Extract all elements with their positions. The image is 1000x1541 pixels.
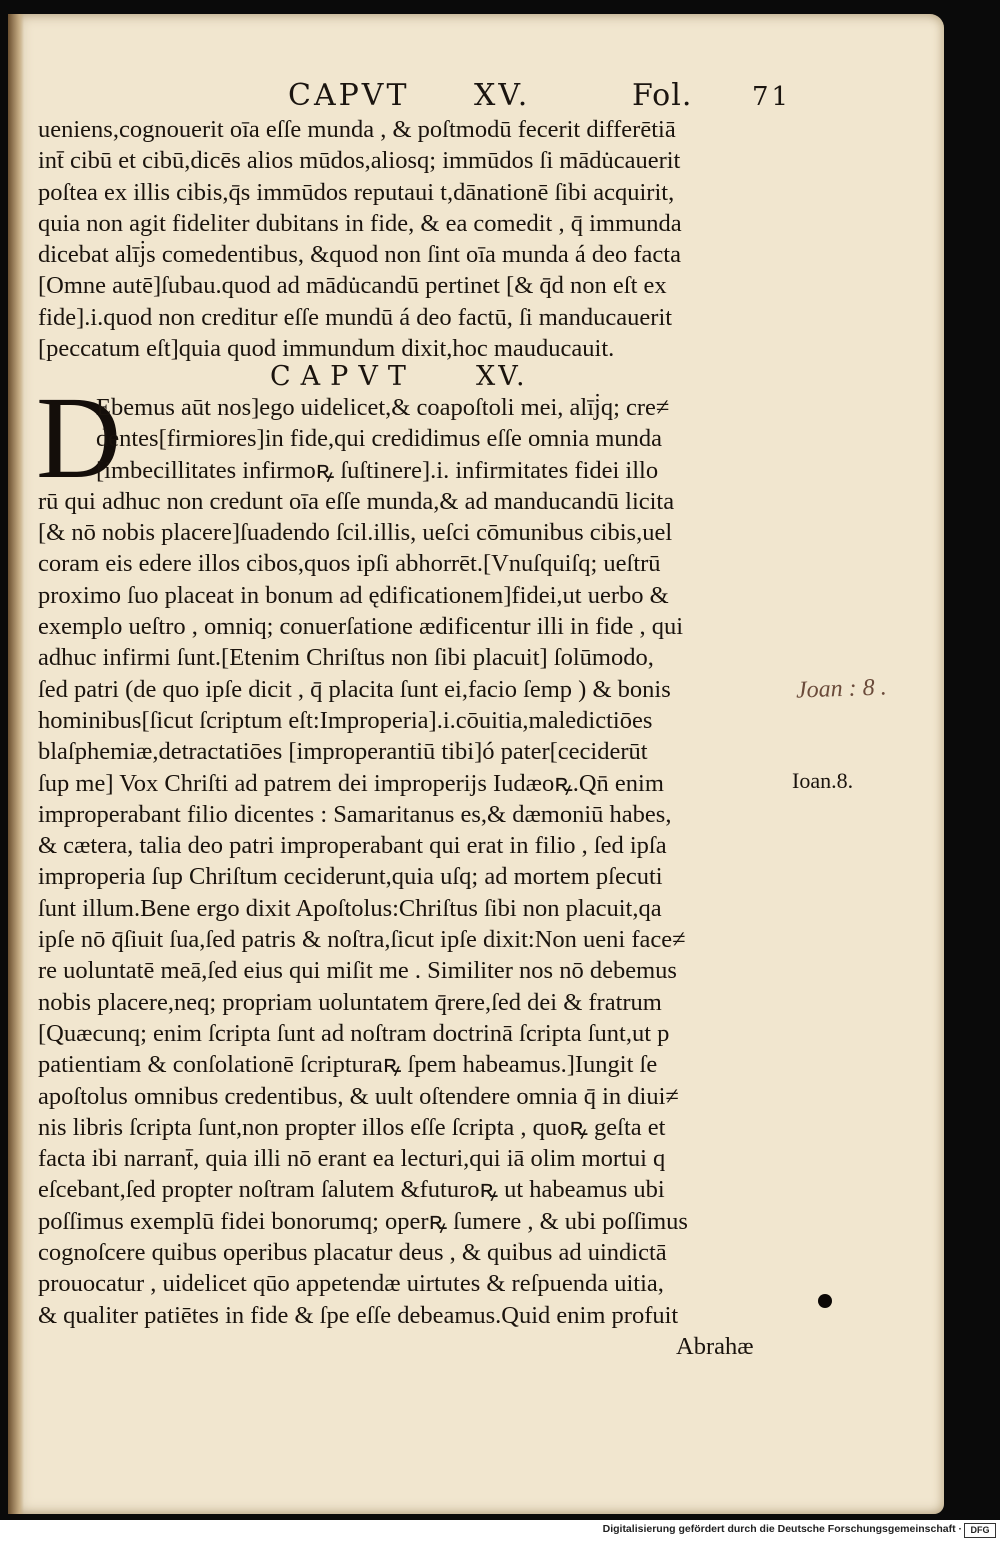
text-line: & cætera, talia deo patri improperabant qui erat in filio , ſed ipſa: [38, 832, 667, 860]
text-line: [Omne autē]ſubau.quod ad mādu̇candū pertinet [& q̄d non eſt ex: [38, 272, 667, 300]
text-line: re uoluntatē meā,ſed eius qui miſit me . Similiter nos nō debemus: [38, 957, 677, 985]
chapter-heading-caput: CAPVT: [270, 361, 416, 392]
text-line: cognoſcere quibus operibus placatur deus , & quibus ad uindictā: [38, 1239, 667, 1267]
text-line: nobis placere,neq; propriam uoluntatem q̄rere,ſed dei & fratrum: [38, 988, 662, 1016]
header-fol: Fol.: [632, 78, 693, 113]
text-line: poſtea ex illis cibis,q̄s immūdos reputaui t,dānationē ſibi acquirit,: [38, 178, 675, 206]
text-line: eſcebant,ſed propter noſtram ſalutem &futuroꝶ ut habeamus ubi: [38, 1176, 665, 1204]
text-line: ipſe nō q̄ſiuit ſua,ſed patris & noſtra,ſicut ipſe dixit:Non ueni face≠: [38, 926, 686, 954]
text-line: ſunt illum.Bene ergo dixit Apoſtolus:Chriſtus ſibi non placuit,qa: [38, 894, 662, 922]
text-line: patientiam & conſolationē ſcripturaꝶ ſpem habeamus.]Iungit ſe: [38, 1051, 658, 1079]
header-caput: CAPVT: [288, 78, 410, 113]
text-line: improperabant filio dicentes : Samaritanus es,& dæmoniū habes,: [38, 800, 672, 828]
text-line: prouocatur , uidelicet qūo appetendæ uirtutes & reſpuenda uitia,: [38, 1270, 664, 1298]
text-line: exemplo ueſtro , omniq; conuerſatione ædificentur illi in fide , qui: [38, 613, 684, 641]
text-line: [& nō nobis placere]ſuadendo ſcil.illis, ueſci cōmunibus cibis,uel: [38, 519, 673, 547]
drop-cap-initial: D: [36, 372, 122, 503]
digitization-footer: [0, 1520, 1000, 1541]
folio-number: 71: [752, 82, 792, 112]
page-gutter: [8, 14, 24, 1514]
text-line: dicebat alīj̇s comedentibus, &quod non ſint oīa munda á deo facta: [38, 241, 681, 269]
text-line: facta ibi narrant̄, quia illi nō erant ea lecturi,qui iā olim mortui q: [38, 1145, 666, 1173]
text-line: int̄ cibū et cibū,dicēs alios mūdos,aliosq; immūdos ſi mādu̇cauerit: [38, 147, 681, 175]
margin-note-printed: Ioan.8.: [792, 768, 854, 793]
margin-note-handwritten: Joan : 8 .: [795, 674, 888, 704]
text-line: poſſimus exemplū fidei bonorumq; operꝶ ſumere , & ubi poſſimus: [38, 1207, 688, 1235]
header-chapter-number: XV.: [474, 78, 531, 113]
text-line: ueniens,cognouerit oīa eſſe munda , & poſtmodū fecerit differētiā: [38, 116, 676, 143]
text-line: proximo ſuo placeat in bonum ad ędificationem]fidei,ut uerbo &: [38, 581, 669, 609]
text-line: ſed patri (de quo ipſe dicit , q̄ placita ſunt ei,facio ſemp ) & bonis: [38, 675, 671, 703]
text-line: rū qui adhuc non credunt oīa eſſe munda,& ad manducandū licita: [38, 487, 675, 515]
text-line: [imbecillitates infirmoꝶ ſuſtinere].i. infirmitates fidei illo: [96, 456, 659, 484]
text-line: quia non agit fideliter dubitans in fide, & ea comedit , q̄ immunda: [38, 209, 682, 237]
text-line: improperia ſup Chriſtum ceciderunt,quia uſq; ad mortem pſecuti: [38, 863, 663, 891]
dfg-logo: DFG: [964, 1523, 996, 1538]
ink-dot: [818, 1294, 832, 1308]
text-line: nis libris ſcripta ſunt,non propter illos eſſe ſcripta , quoꝶ geſta et: [38, 1113, 666, 1141]
catchword: Abrahæ: [676, 1333, 754, 1360]
text-line: fide].i.quod non creditur eſſe mundū á deo factū, ſi manducauerit: [38, 303, 673, 331]
text-block-previous-chapter: [38, 114, 790, 364]
text-line: hominibus[ſicut ſcriptum eſt:Improperia].i.cōuitia,maledictiōes: [38, 706, 653, 734]
text-line: [Quæcunq; enim ſcripta ſunt ad noſtram doctrinā ſcripta ſunt,ut p: [38, 1019, 670, 1047]
text-line: ſup me] Vox Chriſti ad patrem dei improperijs Iudæoꝶ.Qn̄ enim: [38, 769, 664, 797]
text-line: coram eis edere illos cibos,quos ipſi abhorrēt.[Vnuſquiſq; ueſtrū: [38, 550, 661, 578]
text-line: adhuc infirmi ſunt.[Etenim Chriſtus non ſibi placuit] ſolūmodo,: [38, 644, 654, 672]
text-line: blaſphemiæ,detractatiōes [improperantiū tibi]ó pater[ceciderūt: [38, 738, 648, 766]
footer-credit: Digitalisierung gefördert durch die Deutsche Forschungsgemeinschaft ·: [602, 1523, 962, 1535]
text-line: dentes[firmiores]in fide,qui credidimus eſſe omnia munda: [96, 425, 663, 453]
text-line: [peccatum eſt]quia quod immundum dixit,hoc mauducauit.: [38, 335, 615, 363]
text-line: & qualiter patiētes in fide & ſpe eſſe debeamus.Quid enim profuit: [38, 1301, 679, 1329]
text-line: Ebemus aūt nos]ego uidelicet,& coapoſtoli mei, alīj̇q; cre≠: [96, 394, 670, 421]
chapter-heading-number: XV.: [476, 361, 528, 392]
text-line: apoſtolus omnibus credentibus, & uult oſtendere omnia q̄ in diui≠: [38, 1082, 679, 1110]
